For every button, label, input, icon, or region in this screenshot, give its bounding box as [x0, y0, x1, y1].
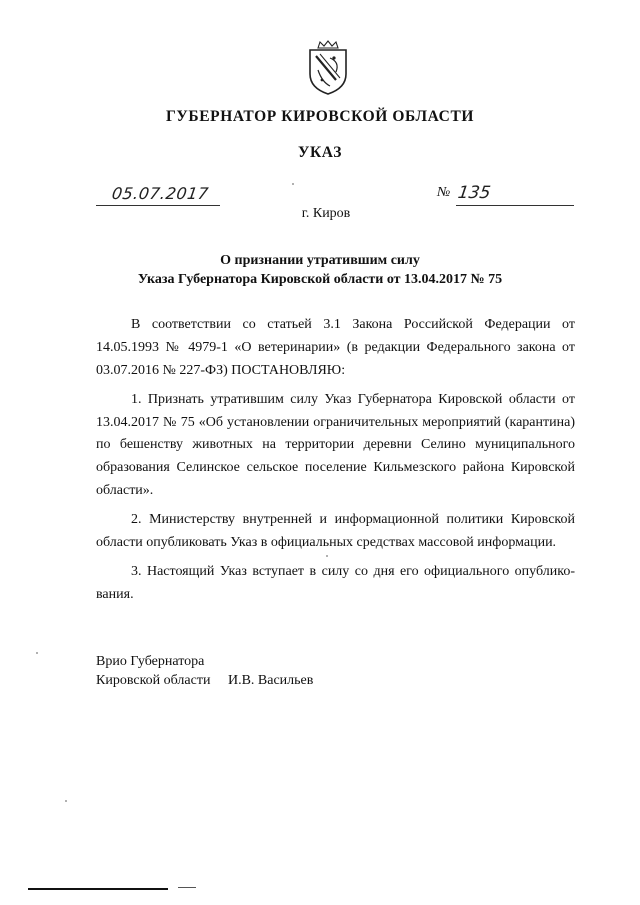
date-field	[96, 183, 220, 206]
scan-speck	[292, 183, 294, 185]
signature-position-line-1: Врио Губернатора	[96, 654, 205, 669]
scan-speck	[65, 800, 67, 802]
paragraph-preamble: В соответствии со статьей 3.1 Закона Российской Федерации от 14.05.1993 № 4979-1 «О ветеринарии» (в редакции Федерального закона от 03.07.2016 № 227-ФЗ) ПОСТАНОВЛЯЮ:	[96, 317, 575, 378]
body-text	[96, 314, 575, 607]
signature-block	[96, 652, 313, 690]
subject-line-1: О признании утратившим силу	[220, 253, 420, 268]
coat-of-arms-icon	[306, 40, 350, 96]
signature-position-line-2	[96, 671, 313, 690]
subject-line-2: Указа Губернатора Кировской области от 13.04.2017 № 75	[137, 272, 503, 287]
handwritten-date: 05.07.2017	[110, 184, 210, 203]
handwritten-number: 135	[456, 183, 492, 203]
subject-heading	[0, 251, 640, 289]
governor-title: ГУБЕРНАТОР КИРОВСКОЙ ОБЛАСТИ	[165, 108, 475, 125]
number-sign: №	[437, 185, 451, 200]
document-type: УКАЗ	[297, 144, 342, 161]
scan-speck	[36, 652, 38, 654]
scan-speck	[326, 555, 328, 557]
signatory-name: И.В. Васильев	[227, 673, 314, 688]
paragraph-item-1: 1. Признать утратившим силу Указ Губернатора Кировской области от 13.04.2017 № 75 «Об установлении ограничительных мероприятий (карантина) по бешенству животных на территории деревни Селино муниципального образования Селинское сельское поселение Кильмезского района Кировской области».	[96, 391, 575, 499]
footer-divider	[28, 887, 196, 890]
paragraph-item-3: 3. Настоящий Указ вступает в силу со дня его официального опубликования.	[96, 564, 575, 603]
city: г. Киров	[301, 206, 351, 221]
signature-position-region: Кировской области	[96, 673, 211, 688]
paragraph-item-2: 2. Министерству внутренней и информационной политики Кировской области опубликовать Указ в официальных средствах массовой информации.	[96, 512, 575, 551]
number-field	[456, 183, 574, 206]
